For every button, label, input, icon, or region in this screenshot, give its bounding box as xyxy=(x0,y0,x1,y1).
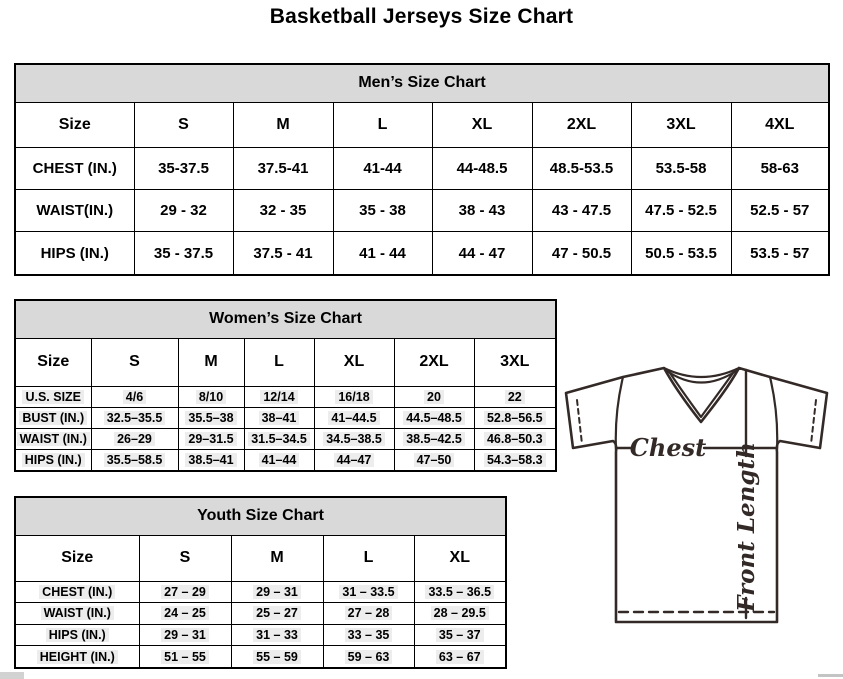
size-header-cell: 2XL xyxy=(532,102,631,147)
size-value-cell: 25 – 27 xyxy=(231,603,323,625)
womens-size-table xyxy=(14,299,555,472)
size-value-cell: 12/14 xyxy=(244,386,314,407)
table-title: Women’s Size Chart xyxy=(15,300,556,338)
size-value-cell: 26–29 xyxy=(91,428,178,449)
table-row xyxy=(15,189,829,231)
size-header-cell: S xyxy=(91,338,178,386)
size-header-cell: M xyxy=(231,535,323,581)
size-value-cell: 59 – 63 xyxy=(323,646,414,668)
size-value-cell: 63 – 67 xyxy=(414,646,506,668)
size-value-cell: 32.5–35.5 xyxy=(91,407,178,428)
size-value-cell: 37.5 - 41 xyxy=(233,232,333,275)
size-value-cell: 27 – 28 xyxy=(323,603,414,625)
size-header-cell: XL xyxy=(432,102,532,147)
size-value-cell: 35 – 37 xyxy=(414,624,506,646)
size-header-cell: Size xyxy=(15,338,91,386)
jersey-measurement-diagram xyxy=(556,360,841,660)
size-header-cell: 3XL xyxy=(631,102,731,147)
size-value-cell: 52.5 - 57 xyxy=(731,189,829,231)
size-value-cell: 31.5–34.5 xyxy=(244,428,314,449)
size-value-cell: 29–31.5 xyxy=(178,428,244,449)
table-row xyxy=(15,624,506,646)
page-title: Basketball Jerseys Size Chart xyxy=(269,5,574,28)
size-value-cell: 35 - 38 xyxy=(333,189,432,231)
size-value-cell: 38.5–42.5 xyxy=(394,428,474,449)
size-value-cell: 41–44.5 xyxy=(314,407,394,428)
size-value-cell: 38.5–41 xyxy=(178,449,244,471)
size-value-cell: 32 - 35 xyxy=(233,189,333,231)
size-header-cell: M xyxy=(233,102,333,147)
size-value-cell: 52.8–56.5 xyxy=(474,407,556,428)
table-title: Youth Size Chart xyxy=(15,497,506,535)
size-value-cell: 8/10 xyxy=(178,386,244,407)
size-value-cell: 34.5–38.5 xyxy=(314,428,394,449)
size-value-cell: 33.5 – 36.5 xyxy=(414,581,506,603)
row-label-cell: U.S. SIZE xyxy=(15,386,91,407)
size-value-cell: 41 - 44 xyxy=(333,232,432,275)
size-value-cell: 50.5 - 53.5 xyxy=(631,232,731,275)
table-row xyxy=(15,646,506,668)
size-value-cell: 44 - 47 xyxy=(432,232,532,275)
size-value-cell: 37.5-41 xyxy=(233,147,333,189)
size-value-cell: 31 – 33.5 xyxy=(323,581,414,603)
row-label-cell: HIPS (IN.) xyxy=(15,449,91,471)
size-value-cell: 35 - 37.5 xyxy=(134,232,233,275)
row-label-cell: BUST (IN.) xyxy=(15,407,91,428)
size-value-cell: 29 - 32 xyxy=(134,189,233,231)
table-row xyxy=(15,449,556,471)
size-value-cell: 27 – 29 xyxy=(139,581,231,603)
table-row xyxy=(15,232,829,275)
size-header-cell: XL xyxy=(314,338,394,386)
row-label-cell: HIPS (IN.) xyxy=(15,624,139,646)
size-value-cell: 44.5–48.5 xyxy=(394,407,474,428)
size-header-cell: Size xyxy=(15,102,134,147)
size-value-cell: 53.5-58 xyxy=(631,147,731,189)
size-value-cell: 47.5 - 52.5 xyxy=(631,189,731,231)
table-row xyxy=(15,386,556,407)
table-title: Men’s Size Chart xyxy=(15,64,829,102)
row-label-cell: CHEST (IN.) xyxy=(15,147,134,189)
row-label-cell: HIPS (IN.) xyxy=(15,232,134,275)
size-value-cell: 24 – 25 xyxy=(139,603,231,625)
table-row xyxy=(15,581,506,603)
size-value-cell: 4/6 xyxy=(91,386,178,407)
row-label-cell: HEIGHT (IN.) xyxy=(15,646,139,668)
size-value-cell: 47–50 xyxy=(394,449,474,471)
size-header-cell: Size xyxy=(15,535,139,581)
row-label-cell: WAIST (IN.) xyxy=(15,428,91,449)
front-length-label: Front Length xyxy=(733,442,760,612)
size-value-cell: 51 – 55 xyxy=(139,646,231,668)
page-edge-fragment-right xyxy=(818,674,843,677)
youth-size-table xyxy=(14,496,505,669)
size-value-cell: 43 - 47.5 xyxy=(532,189,631,231)
table-row xyxy=(15,603,506,625)
chest-label: Chest xyxy=(629,433,707,462)
size-value-cell: 53.5 - 57 xyxy=(731,232,829,275)
size-value-cell: 41-44 xyxy=(333,147,432,189)
size-value-cell: 58-63 xyxy=(731,147,829,189)
size-value-cell: 29 – 31 xyxy=(139,624,231,646)
size-header-cell: S xyxy=(134,102,233,147)
row-label-cell: WAIST (IN.) xyxy=(15,603,139,625)
size-header-cell: L xyxy=(333,102,432,147)
size-value-cell: 16/18 xyxy=(314,386,394,407)
size-value-cell: 29 – 31 xyxy=(231,581,323,603)
size-value-cell: 44–47 xyxy=(314,449,394,471)
size-value-cell: 35.5–58.5 xyxy=(91,449,178,471)
size-value-cell: 46.8–50.3 xyxy=(474,428,556,449)
size-value-cell: 20 xyxy=(394,386,474,407)
size-value-cell: 41–44 xyxy=(244,449,314,471)
size-value-cell: 35-37.5 xyxy=(134,147,233,189)
size-value-cell: 35.5–38 xyxy=(178,407,244,428)
size-value-cell: 28 – 29.5 xyxy=(414,603,506,625)
row-label-cell: WAIST(IN.) xyxy=(15,189,134,231)
size-header-cell: M xyxy=(178,338,244,386)
table-row xyxy=(15,407,556,428)
size-header-cell: 3XL xyxy=(474,338,556,386)
table-row xyxy=(15,428,556,449)
size-header-cell: L xyxy=(244,338,314,386)
size-value-cell: 54.3–58.3 xyxy=(474,449,556,471)
size-value-cell: 44-48.5 xyxy=(432,147,532,189)
table-row xyxy=(15,147,829,189)
size-value-cell: 38–41 xyxy=(244,407,314,428)
size-value-cell: 48.5-53.5 xyxy=(532,147,631,189)
size-value-cell: 31 – 33 xyxy=(231,624,323,646)
size-header-cell: XL xyxy=(414,535,506,581)
size-value-cell: 38 - 43 xyxy=(432,189,532,231)
size-value-cell: 47 - 50.5 xyxy=(532,232,631,275)
size-header-cell: 4XL xyxy=(731,102,829,147)
size-value-cell: 33 – 35 xyxy=(323,624,414,646)
size-value-cell: 55 – 59 xyxy=(231,646,323,668)
page-edge-fragment-left xyxy=(0,672,24,679)
jersey-outline-shape xyxy=(566,368,827,622)
size-header-cell: 2XL xyxy=(394,338,474,386)
size-header-cell: S xyxy=(139,535,231,581)
mens-size-table xyxy=(14,63,829,276)
size-header-cell: L xyxy=(323,535,414,581)
row-label-cell: CHEST (IN.) xyxy=(15,581,139,603)
size-value-cell: 22 xyxy=(474,386,556,407)
